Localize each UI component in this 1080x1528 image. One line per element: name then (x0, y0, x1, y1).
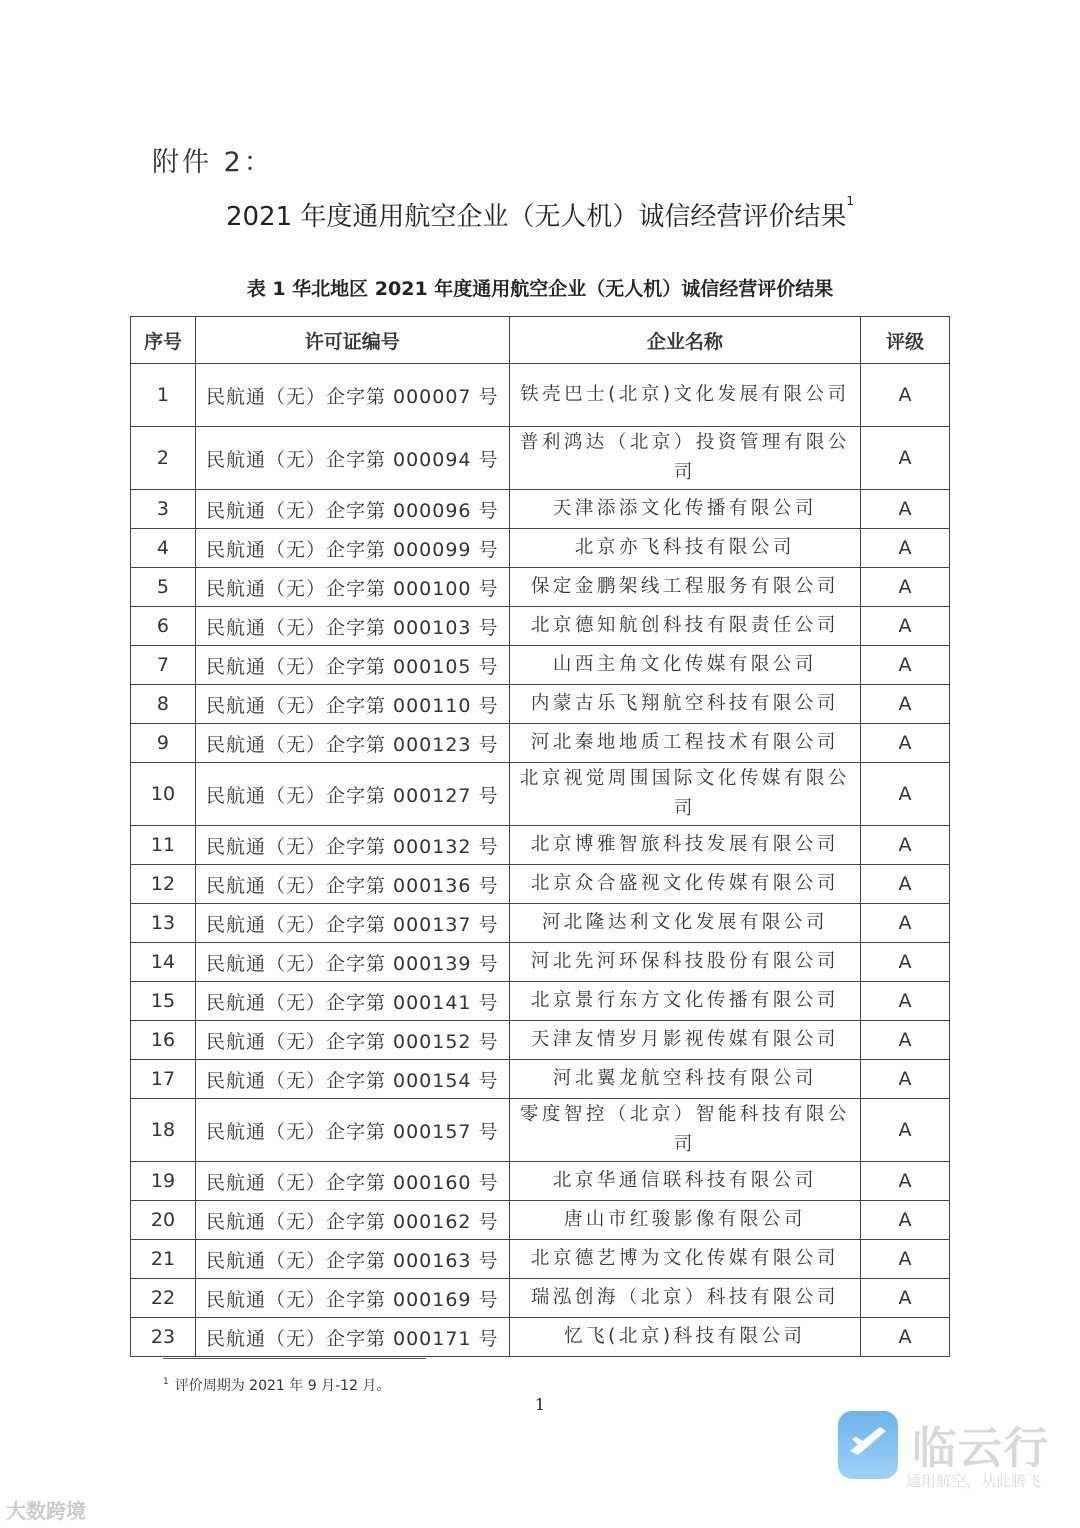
header-license: 许可证编号 (195, 317, 509, 364)
cell-license: 民航通（无）企字第 000157 号 (195, 1099, 509, 1162)
cell-no: 13 (131, 904, 196, 943)
cell-rating: A (861, 1318, 950, 1357)
cell-license: 民航通（无）企字第 000099 号 (195, 529, 509, 568)
cell-company: 北京景行东方文化传播有限公司 (509, 982, 861, 1021)
table-row (131, 1162, 950, 1201)
watermark-slogan: 通用航空，从此腾飞 (906, 1472, 1042, 1490)
cell-rating: A (861, 1240, 950, 1279)
cell-rating: A (861, 1060, 950, 1099)
cell-no: 17 (131, 1060, 196, 1099)
table-row (131, 1099, 950, 1162)
cell-company: 零度智控（北京）智能科技有限公司 (509, 1099, 861, 1162)
cell-company: 内蒙古乐飞翔航空科技有限公司 (509, 685, 861, 724)
cell-company: 忆飞(北京)科技有限公司 (509, 1318, 861, 1357)
table-row (131, 724, 950, 763)
cell-rating: A (861, 904, 950, 943)
table-row (131, 529, 950, 568)
cell-no: 18 (131, 1099, 196, 1162)
cell-license: 民航通（无）企字第 000100 号 (195, 568, 509, 607)
table-row (131, 904, 950, 943)
table-row (131, 1318, 950, 1357)
cell-company: 普利鸿达（北京）投资管理有限公司 (509, 427, 861, 490)
cell-company: 天津友情岁月影视传媒有限公司 (509, 1021, 861, 1060)
cell-license: 民航通（无）企字第 000110 号 (195, 685, 509, 724)
cell-no: 5 (131, 568, 196, 607)
cell-no: 10 (131, 763, 196, 826)
cell-no: 3 (131, 490, 196, 529)
cell-company: 山西主角文化传媒有限公司 (509, 646, 861, 685)
cell-rating: A (861, 568, 950, 607)
footnote-text: 评价周期为 2021 年 9 月-12 月。 (174, 1378, 391, 1394)
cell-no: 16 (131, 1021, 196, 1060)
watermark-plane-logo-icon (838, 1411, 898, 1479)
cell-license: 民航通（无）企字第 000137 号 (195, 904, 509, 943)
footnote-number: 1 (163, 1377, 169, 1388)
cell-rating: A (861, 529, 950, 568)
cell-license: 民航通（无）企字第 000162 号 (195, 1201, 509, 1240)
header-rating: 评级 (861, 317, 950, 364)
table-header-row (131, 317, 950, 364)
cell-license: 民航通（无）企字第 000103 号 (195, 607, 509, 646)
cell-rating: A (861, 1021, 950, 1060)
cell-company: 唐山市红骏影像有限公司 (509, 1201, 861, 1240)
table-row (131, 490, 950, 529)
table-row (131, 427, 950, 490)
cell-company: 天津添添文化传播有限公司 (509, 490, 861, 529)
cell-company: 北京博雅智旅科技发展有限公司 (509, 826, 861, 865)
cell-no: 12 (131, 865, 196, 904)
cell-rating: A (861, 763, 950, 826)
cell-no: 15 (131, 982, 196, 1021)
cell-license: 民航通（无）企字第 000136 号 (195, 865, 509, 904)
page-number: 1 (534, 1395, 546, 1414)
table-row (131, 865, 950, 904)
cell-rating: A (861, 865, 950, 904)
cell-license: 民航通（无）企字第 000163 号 (195, 1240, 509, 1279)
cell-company: 北京亦飞科技有限公司 (509, 529, 861, 568)
cell-company: 河北翼龙航空科技有限公司 (509, 1060, 861, 1099)
cell-rating: A (861, 1201, 950, 1240)
evaluation-table (130, 316, 950, 1357)
footnote-divider (163, 1358, 426, 1359)
cell-no: 8 (131, 685, 196, 724)
table-row (131, 1279, 950, 1318)
cell-license: 民航通（无）企字第 000127 号 (195, 763, 509, 826)
cell-rating: A (861, 826, 950, 865)
cell-rating: A (861, 1099, 950, 1162)
cell-company: 北京德艺博为文化传媒有限公司 (509, 1240, 861, 1279)
table-row (131, 364, 950, 427)
cell-no: 4 (131, 529, 196, 568)
cell-no: 11 (131, 826, 196, 865)
document-title (0, 196, 1080, 233)
footnote (163, 1375, 390, 1395)
cell-rating: A (861, 685, 950, 724)
table-row (131, 607, 950, 646)
cell-no: 14 (131, 943, 196, 982)
table-row (131, 943, 950, 982)
cell-rating: A (861, 724, 950, 763)
header-no: 序号 (131, 317, 196, 364)
header-company: 企业名称 (509, 317, 861, 364)
cell-company: 北京众合盛视文化传媒有限公司 (509, 865, 861, 904)
cell-rating: A (861, 607, 950, 646)
cell-company: 铁壳巴士(北京)文化发展有限公司 (509, 364, 861, 427)
cell-rating: A (861, 982, 950, 1021)
cell-license: 民航通（无）企字第 000141 号 (195, 982, 509, 1021)
table-caption: 表 1 华北地区 2021 年度通用航空企业（无人机）诚信经营评价结果 (246, 278, 834, 300)
cell-rating: A (861, 1162, 950, 1201)
cell-license: 民航通（无）企字第 000123 号 (195, 724, 509, 763)
cell-no: 1 (131, 364, 196, 427)
cell-no: 22 (131, 1279, 196, 1318)
cell-rating: A (861, 1279, 950, 1318)
cell-license: 民航通（无）企字第 000160 号 (195, 1162, 509, 1201)
cell-company: 河北隆达利文化发展有限公司 (509, 904, 861, 943)
cell-no: 6 (131, 607, 196, 646)
watermark-brand: 临云行 (912, 1423, 1050, 1474)
cell-license: 民航通（无）企字第 000105 号 (195, 646, 509, 685)
cell-company: 北京华通信联科技有限公司 (509, 1162, 861, 1201)
table-row (131, 982, 950, 1021)
cell-rating: A (861, 646, 950, 685)
table-row (131, 1201, 950, 1240)
cell-company: 北京德知航创科技有限责任公司 (509, 607, 861, 646)
watermark-source: 大数跨境 (6, 1499, 86, 1523)
attachment-label: 附件 2： (152, 147, 274, 178)
cell-no: 21 (131, 1240, 196, 1279)
cell-no: 23 (131, 1318, 196, 1357)
cell-company: 瑞泓创海（北京）科技有限公司 (509, 1279, 861, 1318)
cell-rating: A (861, 490, 950, 529)
table-row (131, 646, 950, 685)
table-row (131, 568, 950, 607)
cell-rating: A (861, 943, 950, 982)
table-row (131, 685, 950, 724)
cell-license: 民航通（无）企字第 000169 号 (195, 1279, 509, 1318)
cell-no: 19 (131, 1162, 196, 1201)
table-row (131, 763, 950, 826)
table-row (131, 1240, 950, 1279)
footnote-ref: 1 (846, 194, 855, 208)
cell-company: 北京视觉周围国际文化传媒有限公司 (509, 763, 861, 826)
table-row (131, 826, 950, 865)
cell-rating: A (861, 364, 950, 427)
cell-license: 民航通（无）企字第 000007 号 (195, 364, 509, 427)
table-row (131, 1021, 950, 1060)
cell-company: 保定金鹏架线工程服务有限公司 (509, 568, 861, 607)
cell-company: 河北秦地地质工程技术有限公司 (509, 724, 861, 763)
cell-no: 9 (131, 724, 196, 763)
cell-license: 民航通（无）企字第 000094 号 (195, 427, 509, 490)
cell-no: 2 (131, 427, 196, 490)
cell-rating: A (861, 427, 950, 490)
table-row (131, 1060, 950, 1099)
cell-license: 民航通（无）企字第 000152 号 (195, 1021, 509, 1060)
cell-license: 民航通（无）企字第 000139 号 (195, 943, 509, 982)
cell-no: 20 (131, 1201, 196, 1240)
cell-license: 民航通（无）企字第 000171 号 (195, 1318, 509, 1357)
cell-license: 民航通（无）企字第 000132 号 (195, 826, 509, 865)
cell-license: 民航通（无）企字第 000096 号 (195, 490, 509, 529)
cell-license: 民航通（无）企字第 000154 号 (195, 1060, 509, 1099)
cell-no: 7 (131, 646, 196, 685)
document-title-text: 2021 年度通用航空企业（无人机）诚信经营评价结果 (225, 202, 847, 232)
cell-company: 河北先河环保科技股份有限公司 (509, 943, 861, 982)
